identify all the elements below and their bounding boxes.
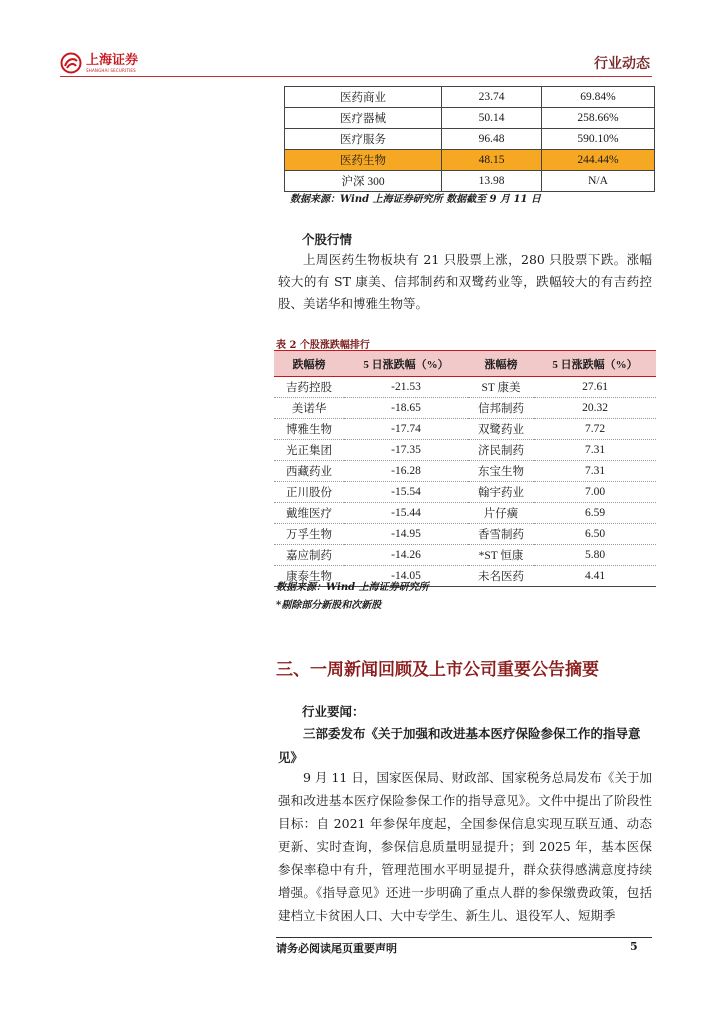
table-row (274, 545, 656, 566)
table-row (274, 482, 656, 503)
table-cell: ST 康美 (468, 377, 534, 398)
table-cell: -14.05 (344, 566, 468, 587)
table-row (274, 398, 656, 419)
table-cell: -15.54 (344, 482, 468, 503)
table-cell: N/A (541, 171, 654, 192)
table-cell: 香雪制药 (468, 524, 534, 545)
header-losers-change: 5 日涨跌幅（%） (344, 351, 468, 377)
table-cell: 吉药控股 (274, 377, 344, 398)
table-row (285, 108, 655, 129)
table-cell: -18.65 (344, 398, 468, 419)
table2-note: *剔除部分新股和次新股 (276, 600, 382, 611)
table-header-row (274, 351, 656, 377)
table-cell: 光正集团 (274, 440, 344, 461)
news-title: 三部委发布《关于加强和改进基本医疗保险参保工作的指导意见》 (278, 726, 641, 765)
table-cell: -14.26 (344, 545, 468, 566)
brand-subtitle: SHANGHAI SECURITIES (86, 67, 136, 73)
table-cell: -21.53 (344, 377, 468, 398)
logo-icon (60, 52, 82, 74)
table-cell: 7.31 (534, 440, 656, 461)
table2-title: 表 2 个股涨跌幅排行 (276, 340, 370, 351)
news-paragraph: 9 月 11 日，国家医保局、财政部、国家税务总局发布《关于加强和改进基本医疗保险参保工作的指导意见》。文件中提出了阶段性目标：自 2021 年参保年度起，全国参保信息实现互联互通、动态更新、实时查询，参保信息质量明显提升；到 2025 年，基本医保参保率稳中有升，管理范围水平明显提升，群众获得感满意度持续增强。《指导意见》还进一步明确了重点人群的参保缴费政策，包括建档立卡贫困人口、大中专学生、新生儿、退役军人、短期季 (278, 770, 652, 923)
table-row (274, 419, 656, 440)
table-row (274, 377, 656, 398)
table-cell: 万孚生物 (274, 524, 344, 545)
table-cell: 康泰生物 (274, 566, 344, 587)
header-losers: 跌幅榜 (274, 351, 344, 377)
brand-name: 上海证券 SHANGHAI SECURITIES (86, 52, 139, 73)
table-cell: -16.28 (344, 461, 468, 482)
stock-ranking-table (274, 350, 656, 587)
table-cell: 东宝生物 (468, 461, 534, 482)
section3-heading: 三、一周新闻回顾及上市公司重要公告摘要 (276, 660, 599, 680)
table-cell: 5.80 (534, 545, 656, 566)
footer-notice: 请务必阅读尾页重要声明 (276, 942, 397, 955)
table-row (285, 87, 655, 108)
table-row (274, 440, 656, 461)
stocks-subtitle: 个股行情 (302, 232, 353, 247)
table-cell: 博雅生物 (274, 419, 344, 440)
table-cell: 嘉应制药 (274, 545, 344, 566)
table-cell: 美诺华 (274, 398, 344, 419)
table-cell: 沪深 300 (285, 171, 442, 192)
table-row (285, 171, 655, 192)
table-cell: 50.14 (442, 108, 542, 129)
table-cell: 27.61 (534, 377, 656, 398)
table-cell: *ST 恒康 (468, 545, 534, 566)
table-cell: 244.44% (541, 150, 654, 171)
table-cell: 双鹭药业 (468, 419, 534, 440)
table-row (274, 461, 656, 482)
header-gainers-change: 5 日涨跌幅（%） (534, 351, 656, 377)
table-cell: 7.72 (534, 419, 656, 440)
table-row (274, 503, 656, 524)
header-divider (60, 76, 652, 77)
table-cell: 13.98 (442, 171, 542, 192)
table-cell: 戴维医疗 (274, 503, 344, 524)
table-cell: 48.15 (442, 150, 542, 171)
industry-news-label: 行业要闻： (302, 704, 365, 719)
table-cell: 6.50 (534, 524, 656, 545)
page-number: 5 (630, 940, 638, 953)
table-cell: 片仔癀 (468, 503, 534, 524)
table-cell: 20.32 (534, 398, 656, 419)
table-row (274, 524, 656, 545)
sector-valuation-table (284, 86, 655, 192)
table-cell: -14.95 (344, 524, 468, 545)
table1-source: 数据来源：Wind 上海证券研究所 数据截至 9 月 11 日 (290, 194, 541, 205)
table-cell: 7.00 (534, 482, 656, 503)
table-cell: 医药生物 (285, 150, 442, 171)
table-cell: 正川股份 (274, 482, 344, 503)
table-cell: 翰宇药业 (468, 482, 534, 503)
table-cell: 济民制药 (468, 440, 534, 461)
header-gainers: 涨幅榜 (468, 351, 534, 377)
section-label: 行业动态 (594, 56, 650, 72)
stocks-paragraph: 上周医药生物板块有 21 只股票上涨，280 只股票下跌。涨幅较大的有 ST 康美、信邦制药和双鹭药业等，跌幅较大的有吉药控股、美诺华和博雅生物等。 (278, 252, 652, 311)
table-cell: 西藏药业 (274, 461, 344, 482)
table2-source: 数据来源：Wind 上海证券研究所 (276, 582, 429, 593)
table-cell: 医药商业 (285, 87, 442, 108)
table-cell: 未名医药 (468, 566, 534, 587)
page-header (60, 48, 652, 78)
table-cell: -15.44 (344, 503, 468, 524)
table-cell: 258.66% (541, 108, 654, 129)
table-row (285, 129, 655, 150)
table-cell: 信邦制药 (468, 398, 534, 419)
table-cell: 7.31 (534, 461, 656, 482)
table-cell: 4.41 (534, 566, 656, 587)
table-cell: 96.48 (442, 129, 542, 150)
table-cell: 医疗器械 (285, 108, 442, 129)
table-cell: -17.35 (344, 440, 468, 461)
table-cell: 590.10% (541, 129, 654, 150)
table-cell: 23.74 (442, 87, 542, 108)
table-cell: 6.59 (534, 503, 656, 524)
table-row (285, 150, 655, 171)
table-cell: -17.74 (344, 419, 468, 440)
table-cell: 69.84% (541, 87, 654, 108)
footer-divider (276, 937, 652, 938)
brand-logo (60, 52, 138, 74)
table-cell: 医疗服务 (285, 129, 442, 150)
